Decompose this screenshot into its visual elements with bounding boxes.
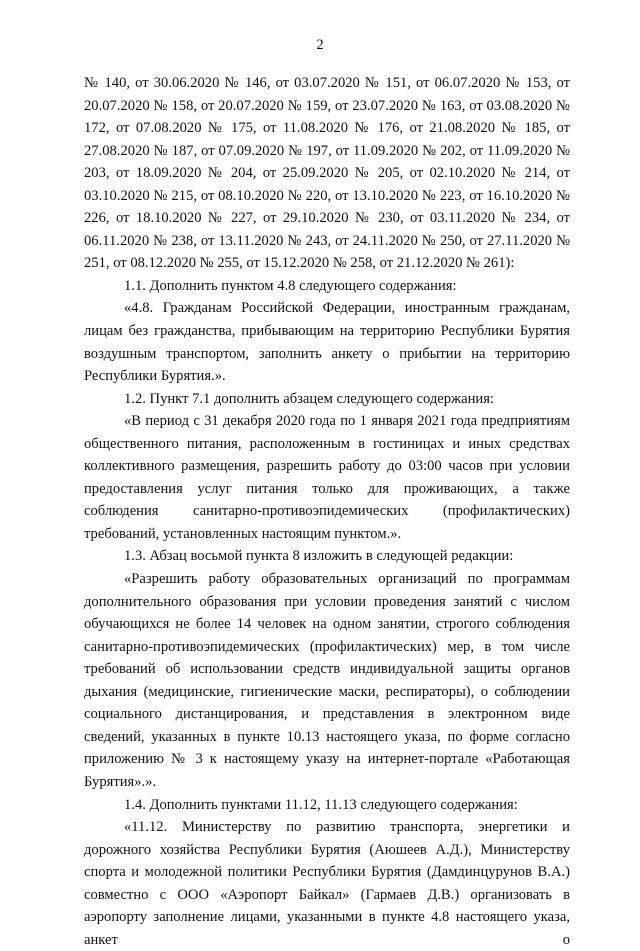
amendment-1-4-text: «11.12. Министерству по развитию транспорта, энергетики и дорожного хозяйства Республики Бурятия (Аюшеев А.Д.), Министерству спорта и молодежной политики Республики Бурятия (Дамдинцурунов В.А.) совместно с ООО «Аэропорт Байкал» (Гармаев Д.В.) организовать в аэропорту заполнение лицами, указанными в пункте 4.8 настоящего указа, анкет о (84, 819, 570, 948)
amendment-1-1-heading: 1.1. Дополнить пунктом 4.8 следующего содержания: (124, 277, 457, 294)
document-body (84, 72, 570, 951)
page-number: 2 (316, 37, 324, 53)
amendment-1-4-heading: 1.4. Дополнить пунктами 11.12, 11.13 следующего содержания: (124, 796, 518, 813)
amendment-1-3-heading: 1.3. Абзац восьмой пункта 8 изложить в следующей редакции: (124, 548, 514, 565)
amendment-1-1-text: «4.8. Гражданам Российской Федерации, иностранным гражданам, лицам без гражданства, прибывающим на территорию Республики Бурятия воздушным транспортом, заполнить анкету о прибытии на территорию Республики Бурятия.». (84, 300, 570, 385)
amendment-1-2-text: «В период с 31 декабря 2020 года по 1 января 2021 года предприятиям общественного питания, расположенным в гостиницах и иных средствах коллективного размещения, разрешить работу до 03:00 часов при условии предоставления услуг питания только для проживающих, а также соблюдения санитарно-противоэпидемических (профилактических) требований, установленных настоящим пунктом.». (84, 413, 570, 542)
decree-list-continuation: № 140, от 30.06.2020 № 146, от 03.07.2020 № 151, от 06.07.2020 № 153, от 20.07.2020 № 158, от 20.07.2020 № 159, от 23.07.2020 № 163, от 03.08.2020 № 172, от 07.08.2020 № 175, от 11.08.2020 № 176, от 21.08.2020 № 185, от 27.08.2020 № 187, от 07.09.2020 № 197, от 11.09.2020 № 202, от 11.09.2020 № 203, от 18.09.2020 № 204, от 25.09.2020 № 205, от 02.10.2020 № 214, от 03.10.2020 № 215, от 08.10.2020 № 220, от 13.10.2020 № 223, от 16.10.2020 № 226, от 18.10.2020 № 227, от 29.10.2020 № 230, от 03.11.2020 № 234, от 06.11.2020 № 238, от 13.11.2020 № 243, от 24.11.2020 № 250, от 27.11.2020 № 251, от 08.12.2020 № 255, от 15.12.2020 № 258, от 21.12.2020 № 261): (84, 75, 570, 272)
amendment-1-2-heading: 1.2. Пункт 7.1 дополнить абзацем следующего содержания: (124, 390, 494, 407)
amendment-1-3-text: «Разрешить работу образовательных организаций по программам дополнительного образования при условии проведения занятий с числом обучающихся не более 14 человек на одном занятии, строгого соблюдения санитарно-противоэпидемических (профилактических) мер, в том числе требований об использовании средств индивидуальной защиты органов дыхания (медицинские, гигиенические маски, респираторы), о соблюдении социального дистанцирования, и представления в электронном виде сведений, указанных в пункте 10.13 настоящего указа, по форме согласно приложению № 3 к настоящему указу на интернет-портале «Работающая Бурятия».». (84, 571, 570, 790)
